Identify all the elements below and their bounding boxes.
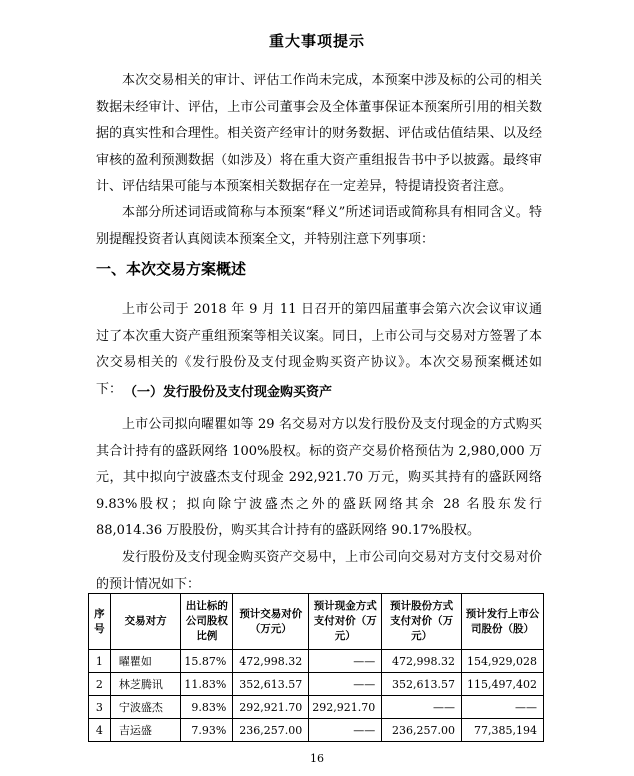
intro-paragraph-1: 本次交易相关的审计、评估工作尚未完成，本预案中涉及标的公司的相关数据未经审计、评估，上市公司董事会及全体董事保证本预案所引用的相关数据的真实性和合理性。相关资产经审计的财务数据、评估或估值结果、以及经审核的盈利预测数据（如涉及）将在重大资产重组报告书中予以披露。最终审计、评估结果可能与本预案相关数据存在一定差异，特提请投资者注意。 xyxy=(96,73,542,194)
cell-cash-payment: —— xyxy=(309,650,382,673)
cell-equity-ratio: 7.93% xyxy=(181,719,233,742)
table-header-row xyxy=(89,594,544,650)
table-row xyxy=(89,696,544,719)
cell-counterparty: 曜瞿如 xyxy=(110,650,181,673)
cell-counterparty: 宁波盛杰 xyxy=(110,696,181,719)
cell-equity-ratio: 11.83% xyxy=(181,673,233,696)
header-counterparty: 交易对方 xyxy=(110,594,181,650)
cell-cash-payment: —— xyxy=(309,719,382,742)
cell-index: 3 xyxy=(89,696,111,719)
section1-paragraph: 上市公司于 2018 年 9 月 11 日召开的第四届董事会第六次会议审议通过了本次重大资产重组预案等相关议案。同日，上市公司与交易对方签署了本次交易相关的《发行股份及支付现金购买资产协议》。本次交易预案概述如下： xyxy=(96,302,542,397)
intro-paragraph-2: 本部分所述词语或简称与本预案“释义”所述词语或简称具有相同含义。特别提醒投资者认真阅读本预案全文，并特别注意下列事项： xyxy=(96,205,542,247)
cell-share-payment: 236,257.00 xyxy=(382,719,462,742)
cell-share-payment: 352,613.57 xyxy=(382,673,462,696)
cell-shares-issued: 115,497,402 xyxy=(462,673,544,696)
page-title: 重大事项提示 xyxy=(268,32,365,50)
cell-share-payment: 472,998.32 xyxy=(382,650,462,673)
table-row xyxy=(89,673,544,696)
table-row xyxy=(89,650,544,673)
cell-consideration: 292,921.70 xyxy=(233,696,309,719)
transaction-table xyxy=(88,593,544,742)
subsection1-paragraph-2: 发行股份及支付现金购买资产交易中，上市公司向交易对方支付交易对价的预计情况如下： xyxy=(96,550,542,592)
header-cash-payment: 预计现金方式支付对价（万元） xyxy=(309,594,382,650)
cell-consideration: 352,613.57 xyxy=(233,673,309,696)
header-shares-issued: 预计发行上市公司股份（股） xyxy=(462,594,544,650)
cell-index: 2 xyxy=(89,673,111,696)
cell-consideration: 236,257.00 xyxy=(233,719,309,742)
section-heading-1: 一、本次交易方案概述 xyxy=(96,260,247,278)
cell-shares-issued: 154,929,028 xyxy=(462,650,544,673)
cell-consideration: 472,998.32 xyxy=(233,650,309,673)
cell-index: 1 xyxy=(89,650,111,673)
subsection-heading-1: （一）发行股份及支付现金购买资产 xyxy=(124,385,333,400)
header-share-payment: 预计股份方式支付对价（万元） xyxy=(382,594,462,650)
cell-counterparty: 吉运盛 xyxy=(110,719,181,742)
header-consideration: 预计交易对价（万元） xyxy=(233,594,309,650)
cell-shares-issued: 77,385,194 xyxy=(462,719,544,742)
table-row xyxy=(89,719,544,742)
header-index: 序号 xyxy=(89,594,111,650)
cell-cash-payment: —— xyxy=(309,673,382,696)
cell-equity-ratio: 9.83% xyxy=(181,696,233,719)
cell-share-payment: —— xyxy=(382,696,462,719)
cell-cash-payment: 292,921.70 xyxy=(309,696,382,719)
cell-counterparty: 林芝腾讯 xyxy=(110,673,181,696)
cell-index: 4 xyxy=(89,719,111,742)
page-number: 16 xyxy=(310,752,324,765)
header-equity-ratio: 出让标的公司股权比例 xyxy=(181,594,233,650)
cell-shares-issued: —— xyxy=(462,696,544,719)
subsection1-paragraph-1: 上市公司拟向曜瞿如等 29 名交易对方以发行股份及支付现金的方式购买其合计持有的盛跃网络 100%股权。标的资产交易价格预估为 2,980,000 万元，其中拟向宁波盛杰支付现金 292,921.70 万元，购买其持有的盛跃网络 9.83%股权；拟向除宁波盛杰之外的盛跃网络其余 28 名股东发行 88,014.36 万股股份，购买其合计持有的盛跃网络 90.17%股权。 xyxy=(96,417,542,538)
cell-equity-ratio: 15.87% xyxy=(181,650,233,673)
